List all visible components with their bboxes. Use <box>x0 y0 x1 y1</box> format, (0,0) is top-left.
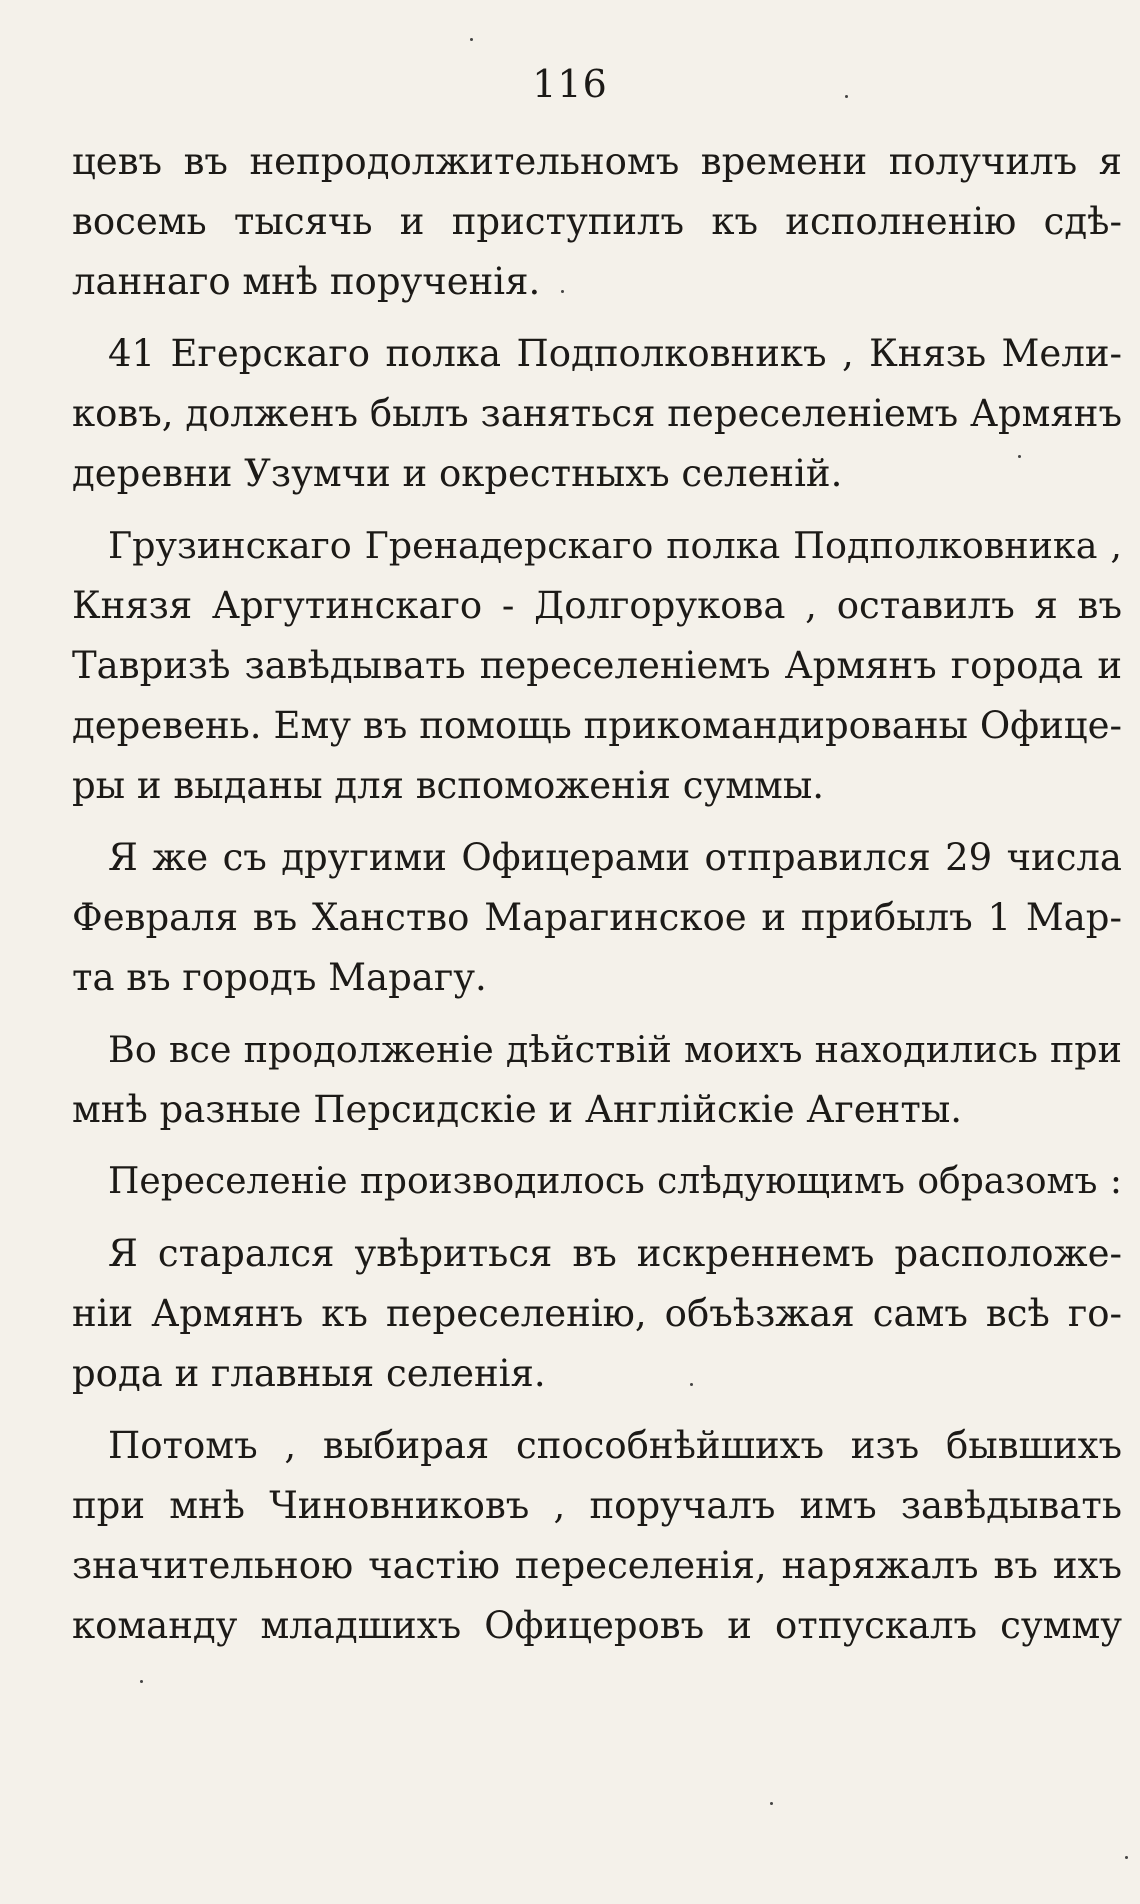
text-line: восемь тысячь и приступилъ къ исполненію сдѣ- <box>72 200 1122 243</box>
scan-speck <box>845 95 848 98</box>
paragraph-7 <box>72 1224 1122 1404</box>
text-line: цевъ въ непродолжительномъ времени получилъ я <box>72 140 1122 183</box>
paragraph-5 <box>72 1020 1122 1140</box>
paragraph-1 <box>72 132 1122 312</box>
body-text <box>72 132 1122 1668</box>
scan-speck <box>140 1680 143 1683</box>
text-line: Переселеніе производилось слѣдующимъ образомъ : <box>108 1161 1122 1202</box>
text-line: 41 Егерскаго полка Подполковникъ , Князь Мели- <box>108 332 1122 375</box>
scan-speck <box>770 1802 773 1805</box>
text-line: Я же съ другими Офицерами отправился 29 числа <box>108 836 1122 879</box>
text-line: ніи Армянъ къ переселенію, объѣзжая самъ всѣ го- <box>72 1292 1122 1335</box>
paragraph-3 <box>72 516 1122 816</box>
page-number: 116 <box>532 62 608 106</box>
scan-speck <box>1018 455 1021 458</box>
text-line: Февраля въ Ханство Марагинское и прибылъ 1 Мар- <box>72 896 1122 939</box>
text-line: мнѣ разные Персидскіе и Англійскіе Агенты. <box>72 1088 963 1131</box>
text-line: рода и главныя селенія. <box>72 1352 546 1395</box>
text-line: ковъ, долженъ былъ заняться переселеніемъ Армянъ <box>72 392 1122 435</box>
text-line: Грузинскаго Гренадерскаго полка Подполковника , <box>108 524 1122 567</box>
text-line: при мнѣ Чиновниковъ , поручалъ имъ завѣдывать <box>72 1484 1122 1527</box>
text-line: Потомъ , выбирая способнѣйшихъ изъ бывшихъ <box>108 1424 1122 1467</box>
text-line: та въ городъ Марагу. <box>72 956 487 999</box>
scan-speck <box>561 290 564 293</box>
text-line: Я старался увѣриться въ искреннемъ расположе- <box>108 1232 1122 1275</box>
paragraph-2 <box>72 324 1122 504</box>
text-line: деревень. Ему въ помощь прикомандированы Офице- <box>72 704 1122 747</box>
text-line: Князя Аргутинскаго - Долгорукова , оставилъ я въ <box>72 584 1122 627</box>
paragraph-8 <box>72 1416 1122 1656</box>
paragraph-4 <box>72 828 1122 1008</box>
paragraph-6 <box>72 1152 1122 1212</box>
scan-speck <box>690 1383 693 1386</box>
text-line: ланнаго мнѣ порученія. <box>72 260 541 303</box>
scan-speck <box>470 38 473 41</box>
text-line: команду младшихъ Офицеровъ и отпускалъ сумму <box>72 1604 1122 1647</box>
text-line: деревни Узумчи и окрестныхъ селеній. <box>72 452 843 495</box>
text-line: Во все продолженіе дѣйствій моихъ находились при <box>108 1028 1122 1071</box>
text-line: значительною частію переселенія, наряжалъ въ ихъ <box>72 1544 1122 1587</box>
text-line: Тавризѣ завѣдывать переселеніемъ Армянъ города и <box>72 644 1122 687</box>
text-line: ры и выданы для вспоможенія суммы. <box>72 764 825 807</box>
scan-speck <box>1125 1856 1128 1859</box>
